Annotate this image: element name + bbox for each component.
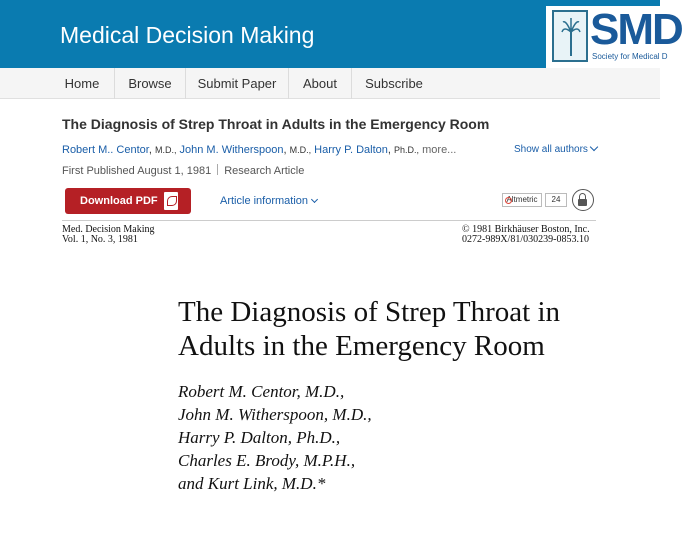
- site-header: [0, 0, 682, 68]
- download-pdf-label: Download PDF: [80, 195, 158, 207]
- publication-info: [62, 164, 304, 177]
- chevron-down-icon: [311, 196, 318, 203]
- scan-author-line: John M. Witherspoon, M.D.,: [178, 405, 372, 424]
- chevron-down-icon: [590, 143, 598, 151]
- lock-icon[interactable]: [572, 189, 594, 211]
- nav-about[interactable]: About: [303, 76, 337, 91]
- published-date: First Published August 1, 1981: [62, 165, 212, 177]
- author-link[interactable]: John M. Witherspoon: [179, 144, 284, 156]
- nav-home[interactable]: Home: [64, 76, 100, 91]
- scan-issn: 0272-989X/81/030239-0853.10: [462, 234, 589, 245]
- journal-title[interactable]: Medical Decision Making: [60, 22, 315, 48]
- nav-browse[interactable]: Browse: [128, 76, 172, 91]
- more-authors-link[interactable]: more...: [422, 144, 457, 156]
- author-list: Robert M.. Centor, M.D., John M. Witherspoon, M.D., Harry P. Dalton, Ph.D., more...: [62, 144, 457, 156]
- main-nav: [0, 68, 660, 99]
- article-information-label: Article information: [220, 195, 309, 207]
- palm-tree-icon: [552, 10, 588, 62]
- author-degree: Ph.D.,: [394, 145, 420, 155]
- society-logo[interactable]: [546, 5, 682, 68]
- scan-author-line: Harry P. Dalton, Ph.D.,: [178, 428, 341, 447]
- divider-line: [62, 220, 596, 221]
- author-degree: M.D.,: [289, 145, 312, 155]
- nav-subscribe[interactable]: Subscribe: [365, 76, 423, 91]
- scan-author-line: Charles E. Brody, M.P.H.,: [178, 451, 356, 470]
- show-all-authors-label: Show all authors: [514, 144, 588, 155]
- author-link[interactable]: Harry P. Dalton: [314, 144, 388, 156]
- scan-journal-volume: Vol. 1, No. 3, 1981: [62, 234, 138, 245]
- scan-title-line: The Diagnosis of Strep Throat in: [178, 296, 561, 328]
- logo-acronym: SMD: [590, 5, 682, 54]
- scan-author-line: and Kurt Link, M.D.*: [178, 474, 326, 493]
- logo-society-name: Society for Medical D: [592, 52, 668, 61]
- scan-journal-name: Med. Decision Making: [62, 224, 155, 235]
- scan-copyright: © 1981 Birkhäuser Boston, Inc.: [462, 224, 590, 235]
- article-type: Research Article: [224, 165, 305, 177]
- meta-divider: [217, 164, 218, 175]
- download-pdf-button[interactable]: [65, 188, 191, 214]
- altmetric-score[interactable]: 24: [545, 193, 567, 207]
- show-all-authors-button[interactable]: [514, 144, 597, 155]
- pdf-icon: [164, 192, 178, 210]
- author-degree: M.D.,: [154, 145, 177, 155]
- article-information-toggle[interactable]: [220, 195, 317, 207]
- altmetric-badge[interactable]: Altmetric: [502, 193, 542, 207]
- scan-author-line: Robert M. Centor, M.D.,: [178, 382, 345, 401]
- nav-submit-paper[interactable]: Submit Paper: [197, 76, 277, 91]
- scan-title-line: Adults in the Emergency Room: [178, 330, 545, 362]
- author-link[interactable]: Robert M.. Centor: [62, 144, 149, 156]
- article-title: The Diagnosis of Strep Throat in Adults in the Emergency Room: [62, 116, 490, 132]
- lock-body: [578, 199, 587, 206]
